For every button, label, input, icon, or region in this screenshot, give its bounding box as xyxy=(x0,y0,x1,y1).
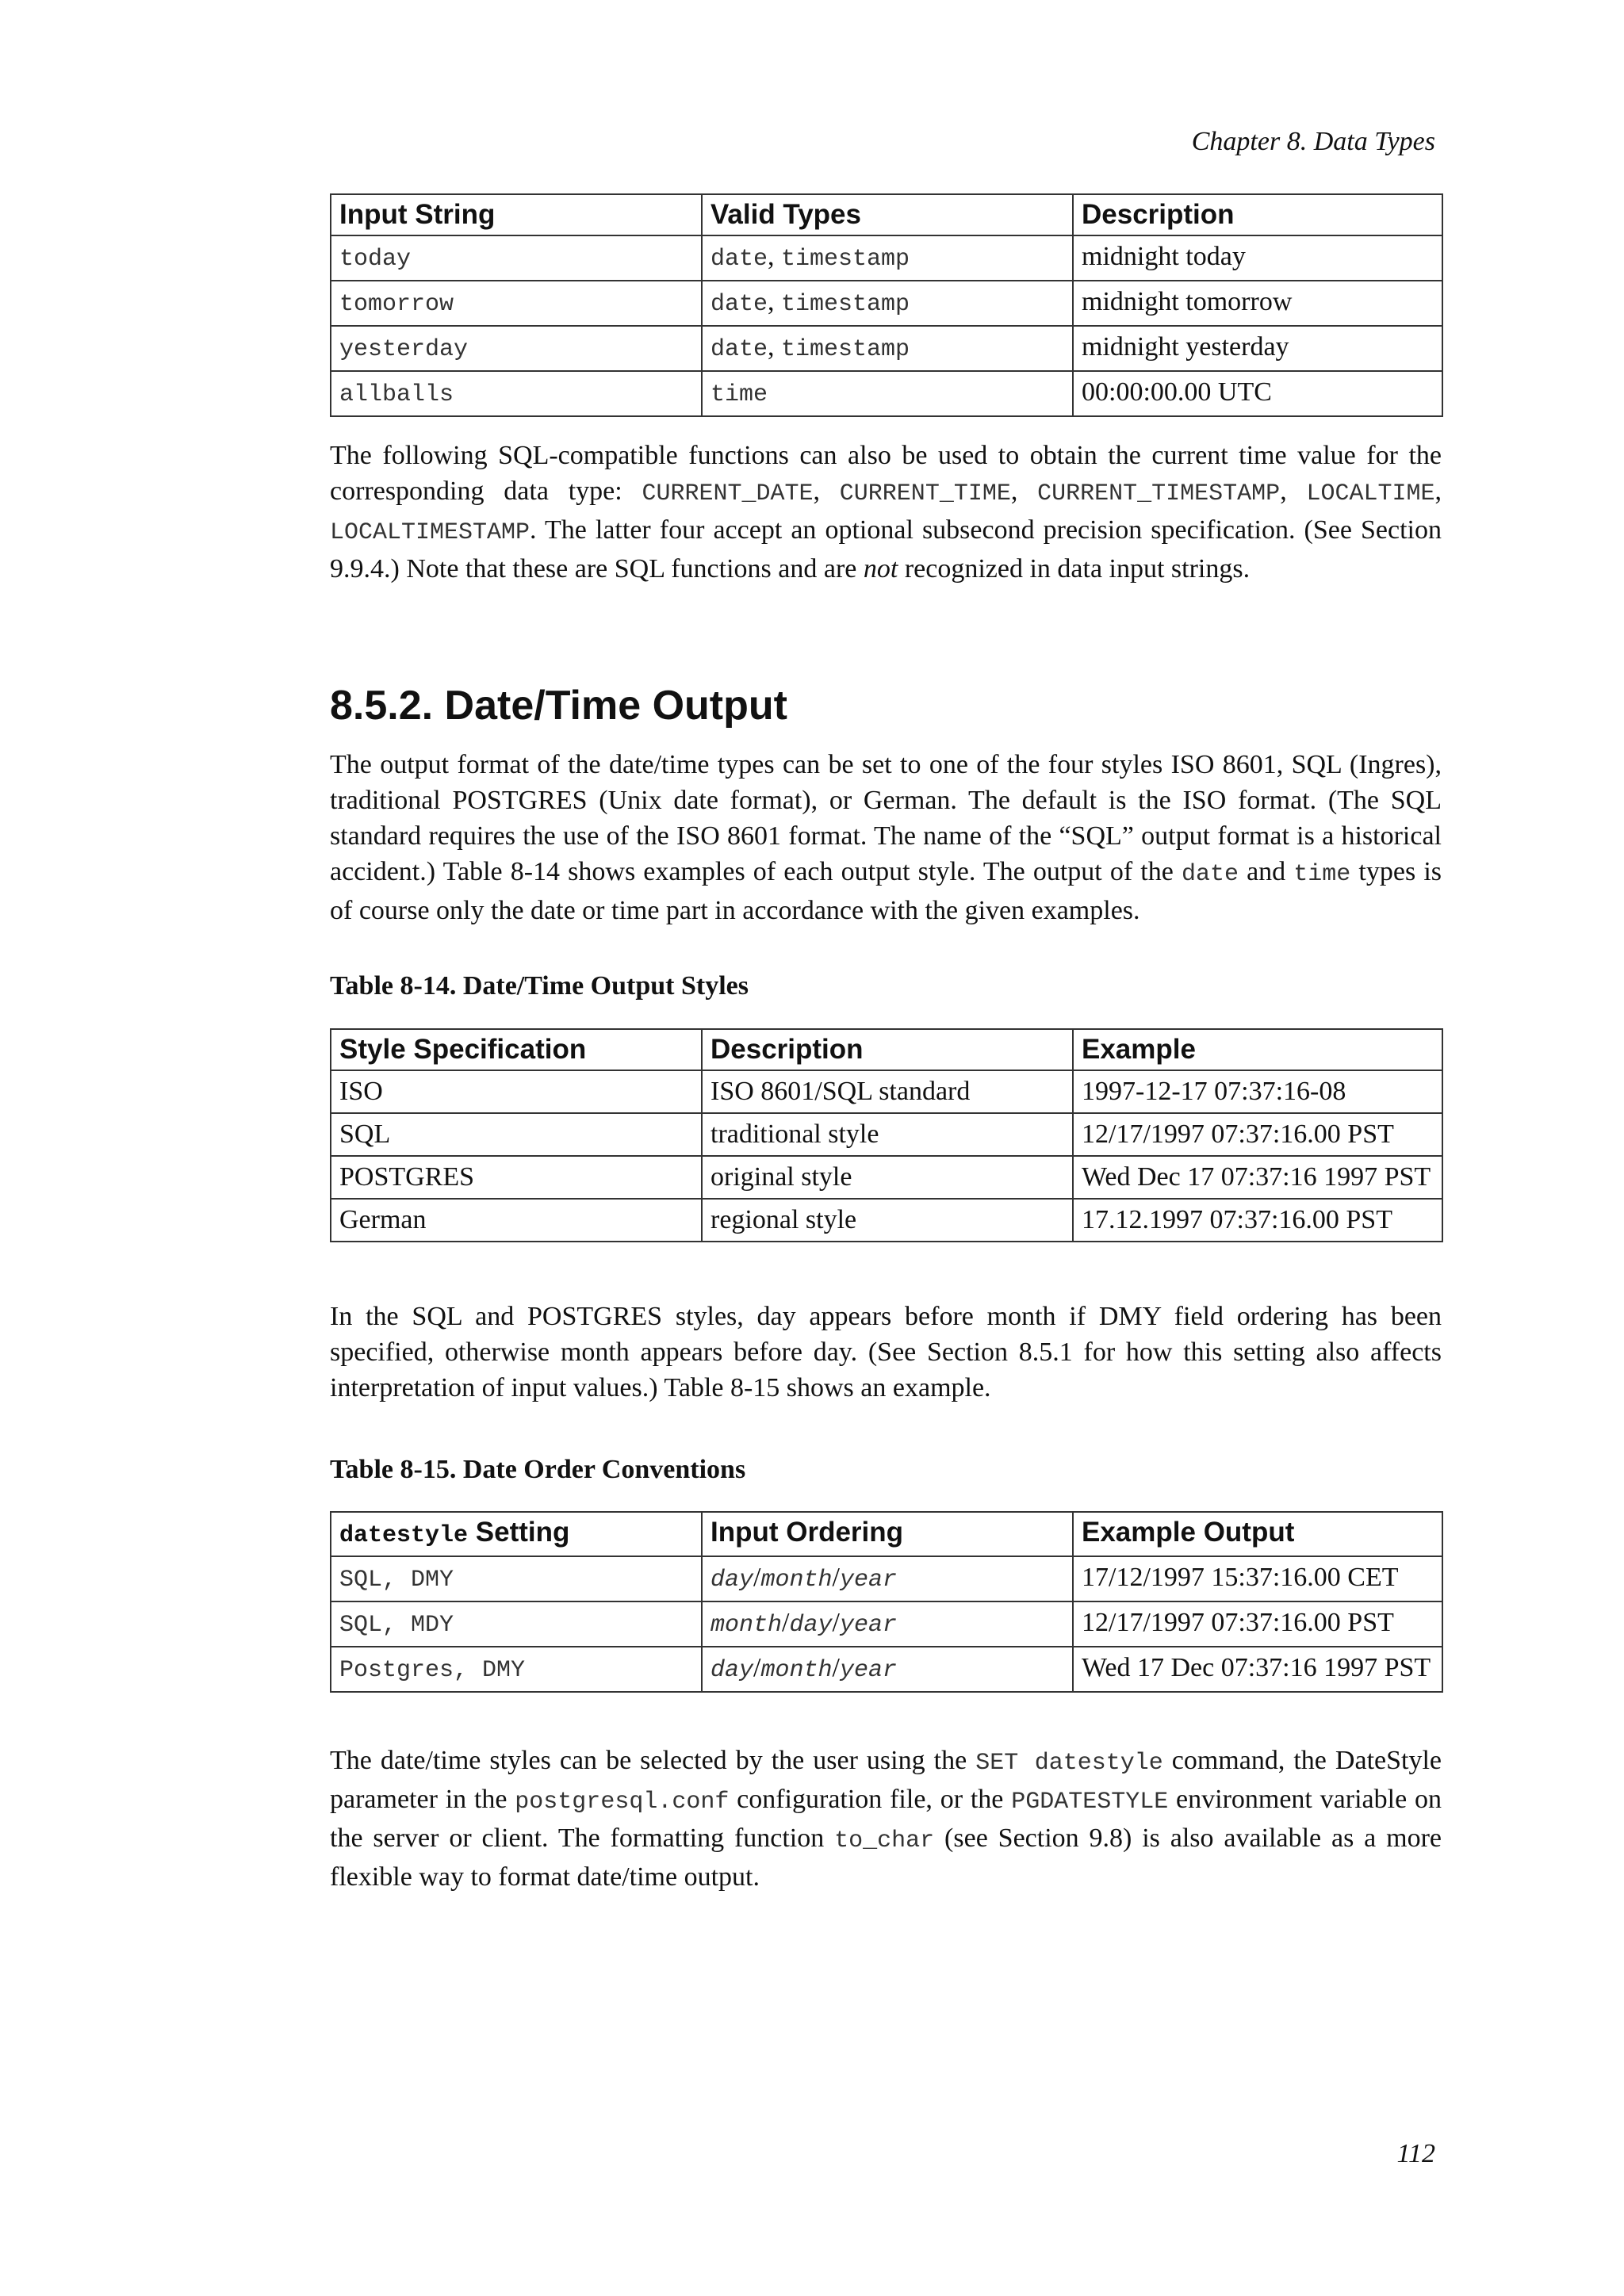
separator: , xyxy=(1010,476,1038,506)
function-name: LOCALTIME xyxy=(1306,480,1435,507)
column-header xyxy=(331,1512,702,1556)
column-header: Description xyxy=(1073,194,1442,235)
input-string: tomorrow xyxy=(339,291,454,318)
table-row xyxy=(331,1070,1442,1113)
table-cell: 1997-12-17 07:37:16-08 xyxy=(1073,1070,1442,1113)
dmy-paragraph-block xyxy=(330,1299,1442,1406)
section-title: 8.5.2. Date/Time Output xyxy=(330,683,787,729)
slash: / xyxy=(832,1563,840,1592)
final-paragraph xyxy=(330,1743,1442,1895)
column-header: Input String xyxy=(331,194,702,235)
table-cell: original style xyxy=(702,1156,1073,1199)
output-paragraph xyxy=(330,747,1442,928)
table-cell: midnight yesterday xyxy=(1073,326,1442,371)
separator: , xyxy=(813,476,840,506)
special-values-table-block xyxy=(330,193,1442,417)
functions-paragraph-block xyxy=(330,438,1442,587)
slash: / xyxy=(832,1608,840,1637)
column-header: Example xyxy=(1073,1029,1442,1070)
text-run: The output format of the date/time types can be set to one of the four styles ISO 8601, SQL (Ingres), traditional POSTGRES (Unix date format), or German. The default is the ISO format. (The SQL standard requires the use of the ISO 8601 format. The name of the “SQL” output format is a historical accident.) Table 8-14 shows examples of each output style. The output of the xyxy=(330,750,1442,886)
table-cell xyxy=(331,1647,702,1692)
order-part: month xyxy=(760,1657,833,1684)
table-cell: Wed Dec 17 07:37:16 1997 PST xyxy=(1073,1156,1442,1199)
table-cell: date, timestamp xyxy=(702,281,1073,326)
date-order-table xyxy=(330,1511,1443,1693)
page-number: 112 xyxy=(1396,2139,1435,2168)
text-run: . The latter four accept an optional subsecond precision specification. (See Section 9.9.4.) Note that these are SQL functions and are xyxy=(330,515,1442,584)
code-term: date xyxy=(1181,861,1239,888)
function-name: CURRENT_TIME xyxy=(839,480,1011,507)
column-header: Example Output xyxy=(1073,1512,1442,1556)
text-run: The date/time styles can be selected by the user using the xyxy=(330,1746,976,1775)
order-part: year xyxy=(839,1612,897,1639)
table-8-15-caption-block xyxy=(330,1452,1442,1487)
function-name: LOCALTIMESTAMP xyxy=(330,519,530,546)
function-name: CURRENT_DATE xyxy=(642,480,814,507)
table-cell: SQL xyxy=(331,1113,702,1156)
table-header-row xyxy=(331,194,1442,235)
header-text: Setting xyxy=(468,1517,570,1548)
code-term: SET datestyle xyxy=(975,1750,1163,1777)
text-run: recognized in data input strings. xyxy=(898,554,1251,584)
type-name: date xyxy=(710,336,768,363)
section-heading-block xyxy=(330,682,1442,729)
table-8-14-caption-block xyxy=(330,969,1442,1004)
table-cell: regional style xyxy=(702,1199,1073,1242)
table-cell: 12/17/1997 07:37:16.00 PST xyxy=(1073,1113,1442,1156)
emphasis: not xyxy=(863,554,898,584)
table-8-14-block xyxy=(330,1028,1442,1242)
type-name: timestamp xyxy=(781,291,910,318)
table-cell xyxy=(702,1647,1073,1692)
separator: , xyxy=(1280,476,1307,506)
text-run: environment variable on the server or client. The formatting function xyxy=(330,1785,1442,1853)
column-header: Style Specification xyxy=(331,1029,702,1070)
column-header: Valid Types xyxy=(702,194,1073,235)
order-part: day xyxy=(710,1657,754,1684)
table-row xyxy=(331,1647,1442,1692)
datestyle-value: SQL, MDY xyxy=(339,1612,454,1639)
table-cell xyxy=(331,371,702,416)
header-code: datestyle xyxy=(339,1522,469,1549)
slash: / xyxy=(782,1608,790,1637)
table-row xyxy=(331,326,1442,371)
table-cell: midnight tomorrow xyxy=(1073,281,1442,326)
order-part: day xyxy=(710,1567,754,1594)
code-term: postgresql.conf xyxy=(515,1789,730,1816)
table-cell: POSTGRES xyxy=(331,1156,702,1199)
order-part: year xyxy=(839,1567,897,1594)
table-cell xyxy=(702,371,1073,416)
table-caption: Table 8-14. Date/Time Output Styles xyxy=(330,971,749,1001)
input-string: allballs xyxy=(339,381,454,408)
type-name: timestamp xyxy=(781,246,910,273)
type-name: time xyxy=(710,381,768,408)
order-part: month xyxy=(710,1612,783,1639)
datestyle-value: SQL, DMY xyxy=(339,1567,454,1594)
code-term: to_char xyxy=(834,1827,935,1854)
table-row xyxy=(331,281,1442,326)
table-cell: Wed 17 Dec 07:37:16 1997 PST xyxy=(1073,1647,1442,1692)
table-row xyxy=(331,1113,1442,1156)
separator: , xyxy=(1434,476,1442,506)
table-row xyxy=(331,1199,1442,1242)
table-caption: Table 8-15. Date Order Conventions xyxy=(330,1455,746,1484)
output-styles-table xyxy=(330,1028,1443,1242)
dmy-paragraph: In the SQL and POSTGRES styles, day appears before month if DMY field ordering has been specified, otherwise month appears before day. (See Section 8.5.1 for how this setting also affects interpretation of input values.) Table 8-15 shows an example. xyxy=(330,1302,1442,1402)
functions-paragraph xyxy=(330,438,1442,587)
order-part: month xyxy=(760,1567,833,1594)
table-cell: 00:00:00.00 UTC xyxy=(1073,371,1442,416)
table-cell: midnight today xyxy=(1073,235,1442,281)
type-name: timestamp xyxy=(781,336,910,363)
table-cell: date, timestamp xyxy=(702,235,1073,281)
table-row xyxy=(331,1601,1442,1647)
output-paragraph-block xyxy=(330,747,1442,928)
order-part: day xyxy=(789,1612,833,1639)
table-cell xyxy=(331,1556,702,1601)
table-cell: 12/17/1997 07:37:16.00 PST xyxy=(1073,1601,1442,1647)
table-row xyxy=(331,1156,1442,1199)
table-header-row xyxy=(331,1029,1442,1070)
table-cell xyxy=(702,1556,1073,1601)
table-8-15-block xyxy=(330,1511,1442,1693)
code-term: PGDATESTYLE xyxy=(1011,1789,1169,1816)
slash: / xyxy=(832,1653,840,1682)
input-string: today xyxy=(339,246,412,273)
text-run: (see Section 9.8) is also available as a more flexible way to format date/time output. xyxy=(330,1823,1442,1892)
table-cell: ISO 8601/SQL standard xyxy=(702,1070,1073,1113)
table-cell xyxy=(331,235,702,281)
table-cell: 17.12.1997 07:37:16.00 PST xyxy=(1073,1199,1442,1242)
running-header: Chapter 8. Data Types xyxy=(1191,127,1435,156)
type-name: date xyxy=(710,291,768,318)
text-run: and xyxy=(1238,857,1294,886)
text-run: The following SQL-compatible functions can also be used to obtain the current time value for the corresponding data type: xyxy=(330,441,1442,506)
slash: / xyxy=(753,1563,761,1592)
table-row xyxy=(331,235,1442,281)
table-row xyxy=(331,1556,1442,1601)
text-run: types is of course only the date or time part in accordance with the given examples. xyxy=(330,857,1442,925)
table-cell xyxy=(331,1601,702,1647)
column-header: Description xyxy=(702,1029,1073,1070)
table-row xyxy=(331,371,1442,416)
text-run: configuration file, or the xyxy=(729,1785,1012,1814)
function-name: CURRENT_TIMESTAMP xyxy=(1037,480,1281,507)
type-name: date xyxy=(710,246,768,273)
column-header: Input Ordering xyxy=(702,1512,1073,1556)
slash: / xyxy=(753,1653,761,1682)
order-part: year xyxy=(839,1657,897,1684)
input-string: yesterday xyxy=(339,336,469,363)
code-term: time xyxy=(1293,861,1351,888)
table-cell: traditional style xyxy=(702,1113,1073,1156)
table-cell: 17/12/1997 15:37:16.00 CET xyxy=(1073,1556,1442,1601)
table-cell xyxy=(702,1601,1073,1647)
table-header-row xyxy=(331,1512,1442,1556)
table-cell xyxy=(331,281,702,326)
final-paragraph-block xyxy=(330,1743,1442,1895)
table-cell xyxy=(331,326,702,371)
special-values-table xyxy=(330,193,1443,417)
text-run: command, the DateStyle parameter in the xyxy=(330,1746,1442,1814)
table-cell: date, timestamp xyxy=(702,326,1073,371)
datestyle-value: Postgres, DMY xyxy=(339,1657,526,1684)
table-cell: ISO xyxy=(331,1070,702,1113)
table-cell: German xyxy=(331,1199,702,1242)
